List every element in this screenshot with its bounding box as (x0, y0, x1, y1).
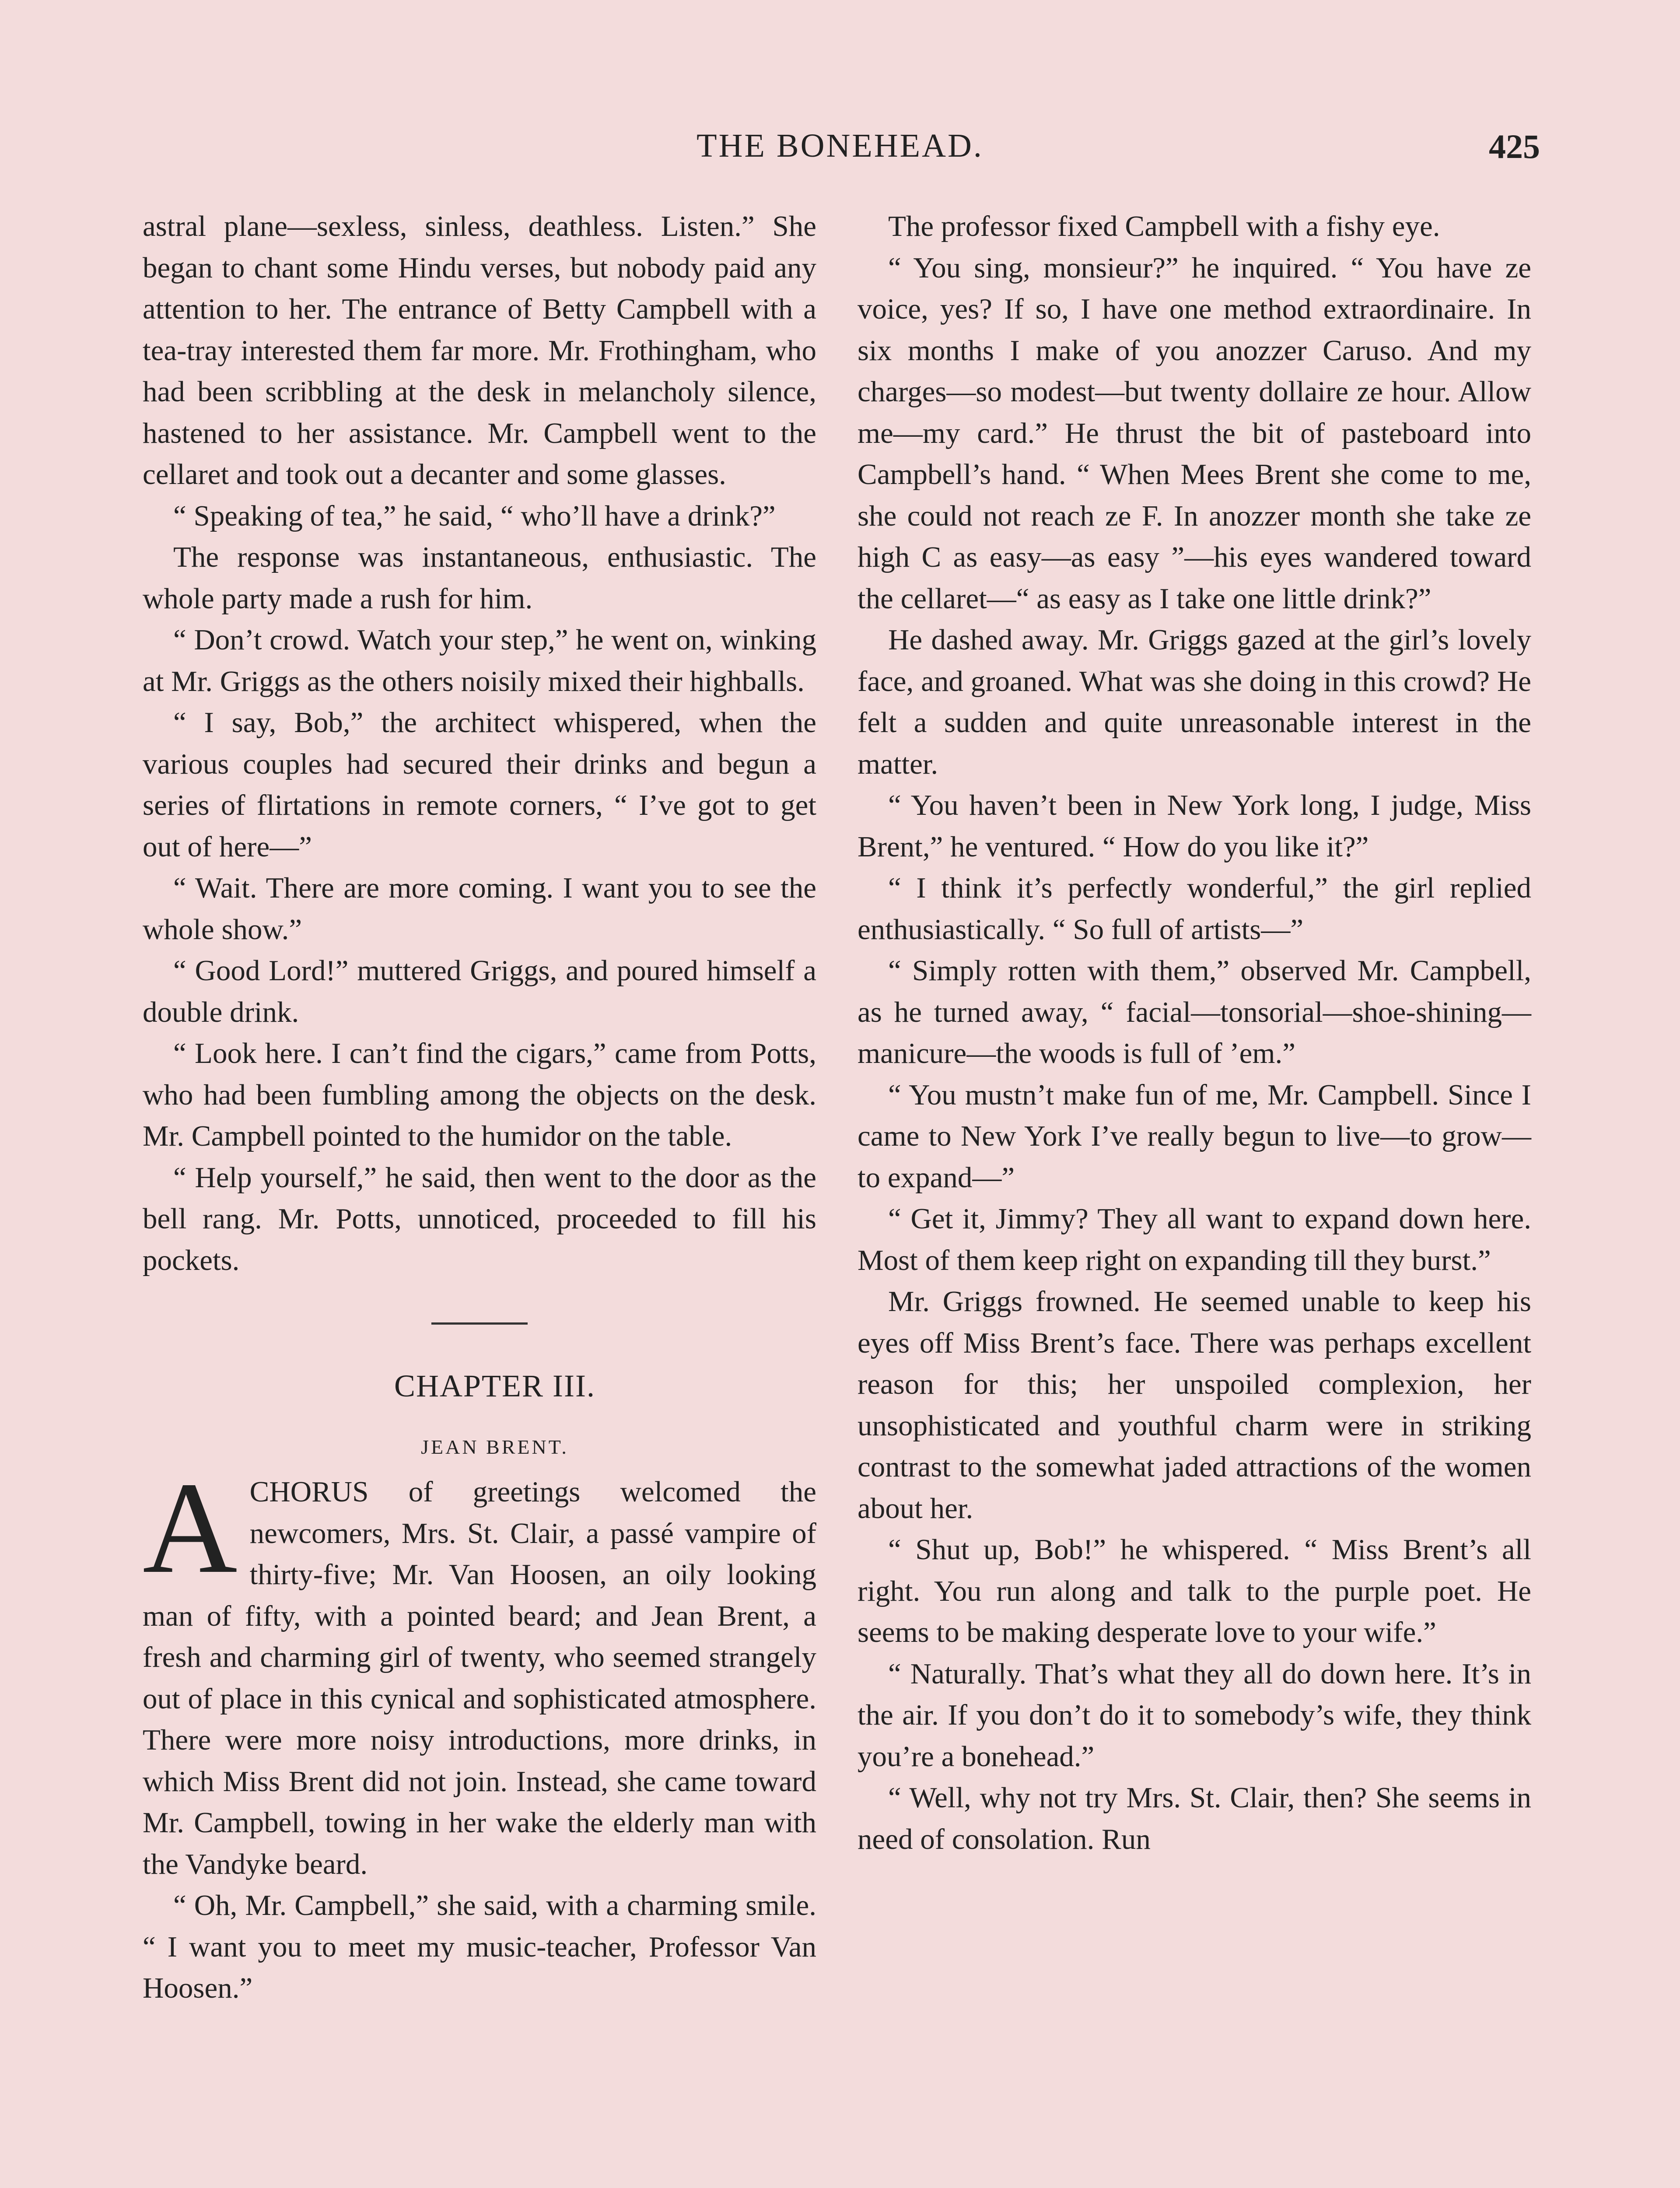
paragraph: “ You sing, monsieur?” he inquired. “ You have ze voice, yes? If so, I have one method extraordinaire. In six months I make of you anozzer Caruso. And my charges—so modest—but twenty dollaire ze hour. Allow me—my card.” He thrust the bit of pasteboard into Campbell’s hand. “ When Mees Brent she come to me, she could not reach ze F. In anozzer month she take ze high C as easy—as easy ”—his eyes wandered toward the cellaret—“ as easy as I take one little drink?” (858, 251, 1531, 615)
running-title: THE BONEHEAD. (696, 127, 984, 164)
paragraph: “ Wait. There are more coming. I want you to see the whole show.” (143, 872, 816, 946)
paragraph: astral plane—sexless, sinless, deathless. Listen.” She began to chant some Hindu verses, but nobody paid any attention to her. The entrance of Betty Campbell with a tea-tray interested them far more. Mr. Frothingham, who had been scribbling at the desk in melancholy silence, hastened to her assistance. Mr. Campbell went to the cellaret and took out a decanter and some glasses. (143, 210, 816, 491)
section-divider (431, 1322, 528, 1325)
paragraph: “ I say, Bob,” the architect whispered, when the various couples had secured their drinks and begun a series of flirtations in remote corners, “ I’ve got to get out of here—” (143, 706, 816, 863)
paragraph: He dashed away. Mr. Griggs gazed at the girl’s lovely face, and groaned. What was she doing in this crowd? He felt a sudden and quite unreasonable interest in the matter. (858, 624, 1531, 780)
paragraph: “ Look here. I can’t find the cigars,” came from Potts, who had been fumbling among the objects on the desk. Mr. Campbell pointed to the humidor on the table. (143, 1037, 816, 1152)
paragraph: The professor fixed Campbell with a fishy eye. (888, 210, 1440, 242)
paragraph: “ Speaking of tea,” he said, “ who’ll have a drink?” (173, 499, 776, 532)
paragraph: “ Well, why not try Mrs. St. Clair, then? She seems in need of consolation. Run (858, 1781, 1531, 1855)
paragraph: The response was instantaneous, enthusiastic. The whole party made a rush for him. (143, 541, 816, 615)
opening-paragraph-text: CHORUS of greetings welcomed the newcomers, Mrs. St. Clair, a passé vampire of thirty-five; Mr. Van Hoosen, an oily looking man of fifty, with a pointed beard; and Jean Brent, a fresh and charming girl of twenty, who seemed strangely out of place in this cynical and sophisticated atmosphere. There were more noisy introductions, more drinks, in which Miss Brent did not join. Instead, she came toward Mr. Campbell, towing in her wake the elderly man with the Vandyke beard. (143, 1476, 816, 1880)
paragraph: Mr. Griggs frowned. He seemed unable to keep his eyes off Miss Brent’s face. There was perhaps excellent reason for this; her unspoiled complexion, her unsophisticated and youthful charm were in striking contrast to the somewhat jaded attractions of the women about her. (858, 1285, 1531, 1525)
running-head (140, 127, 1540, 175)
paragraph: “ Get it, Jimmy? They all want to expand down here. Most of them keep right on expanding till they burst.” (858, 1203, 1531, 1276)
right-column (858, 206, 1531, 1860)
chapter-subtitle: JEAN BRENT. (421, 1436, 569, 1458)
paragraph: “ You mustn’t make fun of me, Mr. Campbell. Since I came to New York I’ve really begun to live—to grow—to expand—” (858, 1078, 1531, 1194)
drop-cap: A (143, 1455, 238, 1600)
paragraph: “ Don’t crowd. Watch your step,” he went on, winking at Mr. Griggs as the others noisily mixed their highballs. (143, 624, 816, 698)
paragraph: “ Oh, Mr. Campbell,” she said, with a charming smile. “ I want you to meet my music-teacher, Professor Van Hoosen.” (143, 1889, 816, 2004)
paragraph: “ I think it’s perfectly wonderful,” the girl replied enthusiastically. “ So full of artists—” (858, 872, 1531, 946)
chapter-heading: CHAPTER III. (394, 1368, 595, 1403)
chapter-opening-paragraph (143, 1455, 816, 1885)
paragraph: “ Simply rotten with them,” observed Mr. Campbell, as he turned away, “ facial—tonsorial—shoe-shining—manicure—the woods is full of ’em.” (858, 954, 1531, 1069)
paragraph: “ You haven’t been in New York long, I judge, Miss Brent,” he ventured. “ How do you like it?” (858, 789, 1531, 863)
page-number: 425 (1489, 127, 1540, 165)
paragraph: “ Naturally. That’s what they all do down here. It’s in the air. If you don’t do it to somebody’s wife, they think you’re a bonehead.” (858, 1657, 1531, 1773)
paragraph: “ Help yourself,” he said, then went to the door as the bell rang. Mr. Potts, unnoticed, proceeded to fill his pockets. (143, 1161, 816, 1276)
paragraph: “ Good Lord!” muttered Griggs, and poured himself a double drink. (143, 954, 816, 1028)
paragraph: “ Shut up, Bob!” he whispered. “ Miss Brent’s all right. You run along and talk to the purple poet. He seems to be making desperate love to your wife.” (858, 1533, 1531, 1648)
left-column (143, 206, 816, 2009)
